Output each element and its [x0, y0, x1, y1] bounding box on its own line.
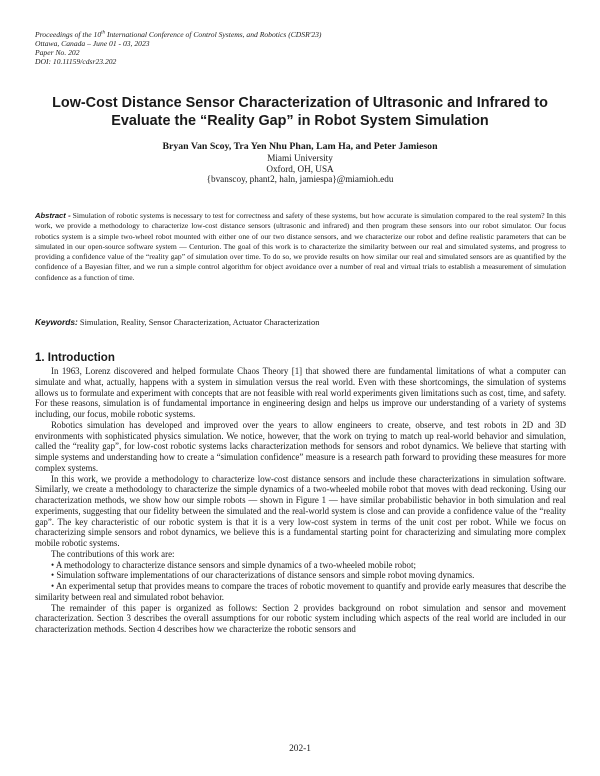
affiliation-location: Oxford, OH, USA	[266, 163, 334, 174]
keywords-text: Simulation, Reality, Sensor Characterization, Actuator Characterization	[77, 318, 320, 327]
paragraph: In this work, we provide a methodology to characterize low-cost distance sensors and include these characterizations in simulation software. Similarly, we create a methodology to characterize the simple dynamics of a two-wheeled mobile robot that moves with dead reckoning. Using our characterization methods, we show how our simple robots — shown in Figure 1 — have similar probabilistic behavior in both simulation and real experiments, suggesting that our fidelity between the simulated and the real-world system is close and can provide a confidence value of the “reality gap”. The key characteristic of our robotic system is that it is a very low-cost system in terms of the unit cost per robot. While we focus on characterizing simple sensors and robot dynamics, we believe this is a fundamental starting point for characterizing and simulating more complex mobile robotic systems.	[35, 473, 566, 548]
bullet-item: • A methodology to characterize distance sensors and simple dynamics of a two-wheeled mobile robot;	[51, 559, 416, 570]
keywords	[35, 317, 566, 328]
university: Miami University	[267, 153, 333, 163]
paragraph: In 1963, Lorenz discovered and helped formulate Chaos Theory [1] that showed there are fundamental limitations of what a computer can simulate and what, actually, happens with a system in simulation versus the real world. Even with these shortcomings, the simulation of systems allows us to formulate and experiment with concepts that are not feasible with real world experiments given limitations such as cost, time, and safety. For these reasons, simulation is of fundamental importance in engineering design and helps us improve our understanding of a variety of systems including, our focus, mobile robotic systems.	[35, 366, 566, 419]
paragraph: The remainder of this paper is organized as follows: Section 2 provides background on robot simulation and sensor and movement characterization. Section 3 describes the overall assumptions for our robotic system including which aspects of the real world are included in our characterization methods. Section 4 describes how we characterize the robotic sensors and	[35, 602, 566, 634]
affiliation	[30, 153, 570, 185]
author-emails: {bvanscoy, phant2, haln, jamiespa}@miamioh.edu	[206, 174, 394, 185]
doi: DOI: 10.11159/cdsr23.202	[35, 57, 117, 66]
author-list: Bryan Van Scoy, Tra Yen Nhu Phan, Lam Ha, and Peter Jamieson	[162, 141, 438, 152]
proceedings-header	[35, 30, 555, 66]
paragraph: Robotics simulation has developed and improved over the years to allow engineers to create, observe, and test robots in 2D and 3D environments with sophisticated physics simulation. We notice, however, that the work on trying to match up real-world behavior and simulation, called the “reality gap”, for low-cost robotic systems lacks characterization methods for sensors and robot dynamics. We believe that starting with simple systems and understanding how to create a “simulation confidence” measure is a research path forward to providing these measures for more complex systems.	[35, 419, 566, 473]
abstract-text: Simulation of robotic systems is necessary to test for correctness and safety of these systems, but how accurate is simulation compared to the real system? In this work, we provide a methodology to characterize low-cost distance sensors (ultrasonic and infrared) and then program these sensors into our robot simulator. Our focus robotics system is a simple two-wheel robot mounted with either one of our two distance sensors, and we characterize our robot and define realistic parameters that can be simulated in our open-source software system — Centurion. The goal of this work is to characterize the similarity between our real and simulated systems, and progress to providing a confidence value of the “reality gap” of simulation over time. To do so, we provide results on how similar our real and simulated sensors are as quantified by the confidence of a Bayesian filter, and we run a simple control algorithm for object avoidance over a number of real and virtual trials to establish a measurement of simulation confidence as a function of time.	[35, 211, 566, 282]
conference-line: Proceedings of the 10th International Conference of Control Systems, and Robotics (CDSR'23)	[35, 30, 322, 39]
keywords-label: Keywords:	[35, 317, 78, 327]
bullet-item: • An experimental setup that provides means to compare the traces of robotic movement to quantify and provide early measures that describe the similarity between real and simulated robot behavior.	[35, 581, 566, 602]
bullet-item: • Simulation software implementations of our characterizations of distance sensors and simple robot moving dynamics.	[51, 570, 475, 581]
section-heading: 1. Introduction	[35, 352, 115, 364]
page-number: 202-1	[289, 744, 311, 754]
paragraph: The contributions of this work are:	[51, 548, 175, 559]
abstract	[35, 211, 566, 283]
section-body	[35, 366, 566, 635]
paper-number: Paper No. 202	[35, 48, 80, 57]
location-line: Ottawa, Canada – June 01 - 03, 2023	[35, 39, 150, 48]
abstract-label: Abstract -	[35, 211, 71, 220]
paper-title: Low-Cost Distance Sensor Characterization of Ultrasonic and Infrared to Evaluate the “Reality Gap” in Robot System Simulation	[52, 95, 548, 129]
